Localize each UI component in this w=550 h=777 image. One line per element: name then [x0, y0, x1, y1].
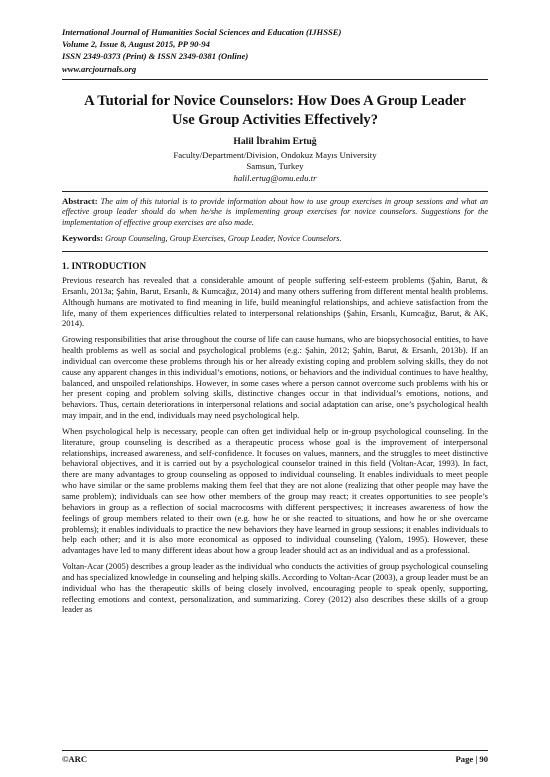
abstract-label: Abstract: — [62, 195, 98, 206]
keywords-text: Group Counseling, Group Exercises, Group Leader, Novice Counselors. — [105, 234, 342, 244]
body-paragraph: When psychological help is necessary, people can often get individual help or in-group psychological counseling. In the literature, group counseling is described as a therapeutic process whose goal is the improvement of interpersonal relationships, increased awareness, and self-confidence. It focuses on values, manners, and the struggles to meet distinctive behavioral objectives, and it is carried out by a psychological counselor trained in this field (Voltan-Acar, 1993). In fact, there are many advantages to group counseling as opposed to individual counseling. It enables individuals to meet people who have similar or the same problems making them feel that they are not alone (realizing that other people may have the same problem); individuals can see how other members of the group may react; it creates opportunities to see people’s behaviors in group as a reflection of social macrocosms with different perspectives; it increases awareness of how the feelings of group members related to their own (e.g. how he or she reacted to situations, and how he or she overcame problems); it enables individuals to practice the new behaviors they have learned in group sessions; it enables individuals to help each other; and it is also more economical as opposed to individual counseling (Yalom, 1995). However, these advantages have led to many different ideas about how a group leader should act as an individual and as a professional. — [62, 425, 488, 556]
author-affiliation: Faculty/Department/Division, Ondokuz Mayıs University — [173, 149, 377, 160]
abstract-top-divider — [62, 191, 488, 192]
body-paragraph: Voltan-Acar (2005) describes a group leader as the individual who conducts the activities of group psychological counseling and has specialized knowledge in counseling and helping skills. According to Voltan-Acar (2003), a group leader must be an individual who has the therapeutic skills of being closely involved, encouraging people to speak openly, supporting, reflecting emotions and context, personalization, and summarizing. Corey (2012) also describes these skills of a group leader as — [62, 561, 488, 615]
journal-issn: ISSN 2349-0373 (Print) & ISSN 2349-0381 (Online) — [62, 51, 249, 62]
keywords — [62, 233, 488, 245]
abstract-bottom-divider — [62, 251, 488, 252]
author-location: Samsun, Turkey — [246, 161, 304, 172]
abstract-text: The aim of this tutorial is to provide information about how to use group exercises in group sessions and what an effective group leader should do when he/she is implementing group exercises for novice counselors. Suggestions for the implementation of effective group exercises are also made. — [62, 196, 489, 227]
section-heading-introduction: 1. INTRODUCTION — [62, 260, 147, 271]
journal-website[interactable]: www.arcjournals.org — [62, 63, 137, 74]
article-title: A Tutorial for Novice Counselors: How Does A Group Leader Use Group Activities Effectively? — [84, 92, 466, 128]
header-divider — [62, 79, 488, 80]
author-name: Halil İbrahim Ertuğ — [233, 135, 317, 147]
author-email[interactable]: halil.ertug@omu.edu.tr — [233, 173, 317, 183]
footer-page-number: Page | 90 — [455, 754, 488, 764]
footer-publisher: ©ARC — [62, 754, 88, 764]
journal-name: International Journal of Humanities Social Sciences and Education (IJHSSE) — [62, 27, 342, 37]
body-paragraph: Growing responsibilities that arise throughout the course of life can cause humans, who are biopsychosocial entities, to have health problems as well as social and psychological problems (e.g.: Şahin, 2012; Şahin, Barut, & Ersanlı, 2013b). If an individual can overcome these problems through his or her already existing coping and problem solving skills, they do not cause any apparent changes in this individual’s emotions, notions, or behaviors and the individual continues to have healthy, balanced, and unspoiled relationships. However, in some cases where a person cannot overcome such problems with his or her present coping and problem solving skills, distinctive changes occur in that individual’s emotions, notions, and behaviors. Thus, certain deteriorations in interpersonal relations and social adaptation can arise, one’s psychological health may impair, and in the end, individuals may need psychological help. — [62, 334, 488, 421]
abstract — [62, 196, 488, 229]
journal-volume-issue: Volume 2, Issue 8, August 2015, PP 90-94 — [62, 39, 210, 50]
body-paragraph: Previous research has revealed that a considerable amount of people suffering self-esteem problems (Şahin, Barut, & Ersanlı, 2013a; Şahin, Barut, Ersanlı, & Kumcağız, 2014) and many others suffering from different mental health problems. Although humans are motivated to find meaning in life, build meaningful relationships, and achieve satisfaction from the life, many of them experiences difficulties related to interpersonal relationships (Şahin, Ersanlı, Kumcağız, Barut, & AK, 2014). — [62, 274, 488, 329]
keywords-label: Keywords: — [62, 233, 104, 244]
page-footer — [62, 750, 488, 764]
journal-header — [62, 26, 488, 75]
